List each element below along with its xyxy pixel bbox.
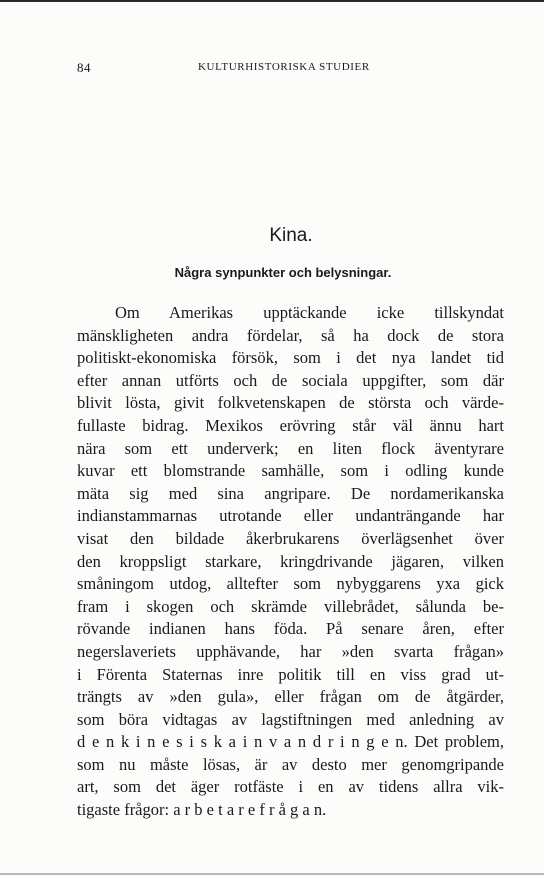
running-head: KULTURHISTORISKA STUDIER xyxy=(198,61,370,73)
text-line: mänskligheten andra fördelar, så ha dock de stora xyxy=(77,325,504,345)
text-line: som nu måste lösas, är av desto mer genomgripande xyxy=(77,754,504,774)
text-line: i Förenta Staternas inre politik till en viss grad ut- xyxy=(77,664,504,684)
text-line: efter annan utförts och de sociala uppgifter, som där xyxy=(77,370,504,390)
text-line: kuvar ett blomstrande samhälle, som i odling kunde xyxy=(77,461,504,481)
text-line: småningom utdog, alltefter som nybyggarens yxa gick xyxy=(77,574,504,594)
text-line: Om Amerikas upptäckande icke tillskyndat xyxy=(115,303,504,322)
text-line: negerslaveriets upphävande, har »den svarta frågan» xyxy=(77,641,504,661)
text-line: tigaste frågor: a r b e t a r e f r å g a n. xyxy=(77,800,327,820)
text-line: blivit lösta, givit folkvetenskapen de största och värde- xyxy=(77,393,504,413)
text-line: rövande indianen hans föda. På senare åren, efter xyxy=(77,619,504,639)
chapter-title: Kina. xyxy=(269,225,313,246)
text-line: nära som ett underverk; en liten flock äventyrare xyxy=(77,438,504,458)
text-line: som böra vidtagas av lagstiftningen med anledning av xyxy=(77,709,504,729)
page-top-edge xyxy=(0,0,544,2)
body-paragraph xyxy=(77,302,504,822)
text-line: art, som det äger rotfäste i en av tidens allra vik- xyxy=(77,777,504,797)
text-line: trängts av »den gula», eller frågan om de åtgärder, xyxy=(77,687,504,707)
text-line: mäta sig med sina angripare. De nordamerikanska xyxy=(77,483,504,503)
chapter-subtitle: Några synpunkter och belysningar. xyxy=(174,265,392,280)
text-line: politiskt-ekonomiska försök, som i det nya landet tid xyxy=(77,348,504,368)
text-line: fullaste bidrag. Mexikos erövring står väl ännu hart xyxy=(77,415,504,435)
text-line: fram i skogen och skrämde villebrådet, sålunda be- xyxy=(77,596,504,616)
text-line: den kroppsligt starkare, kringdrivande jägaren, vilken xyxy=(77,551,504,571)
page-number: 84 xyxy=(77,60,91,75)
text-line: visat den bildade åkerbrukarens överlägsenhet över xyxy=(77,528,504,548)
text-line: indianstammarnas utrotande eller undanträngande har xyxy=(77,506,504,526)
text-line: d e n k i n e s i s k a i n v a n d r i n g e n. Det problem, xyxy=(77,732,504,752)
